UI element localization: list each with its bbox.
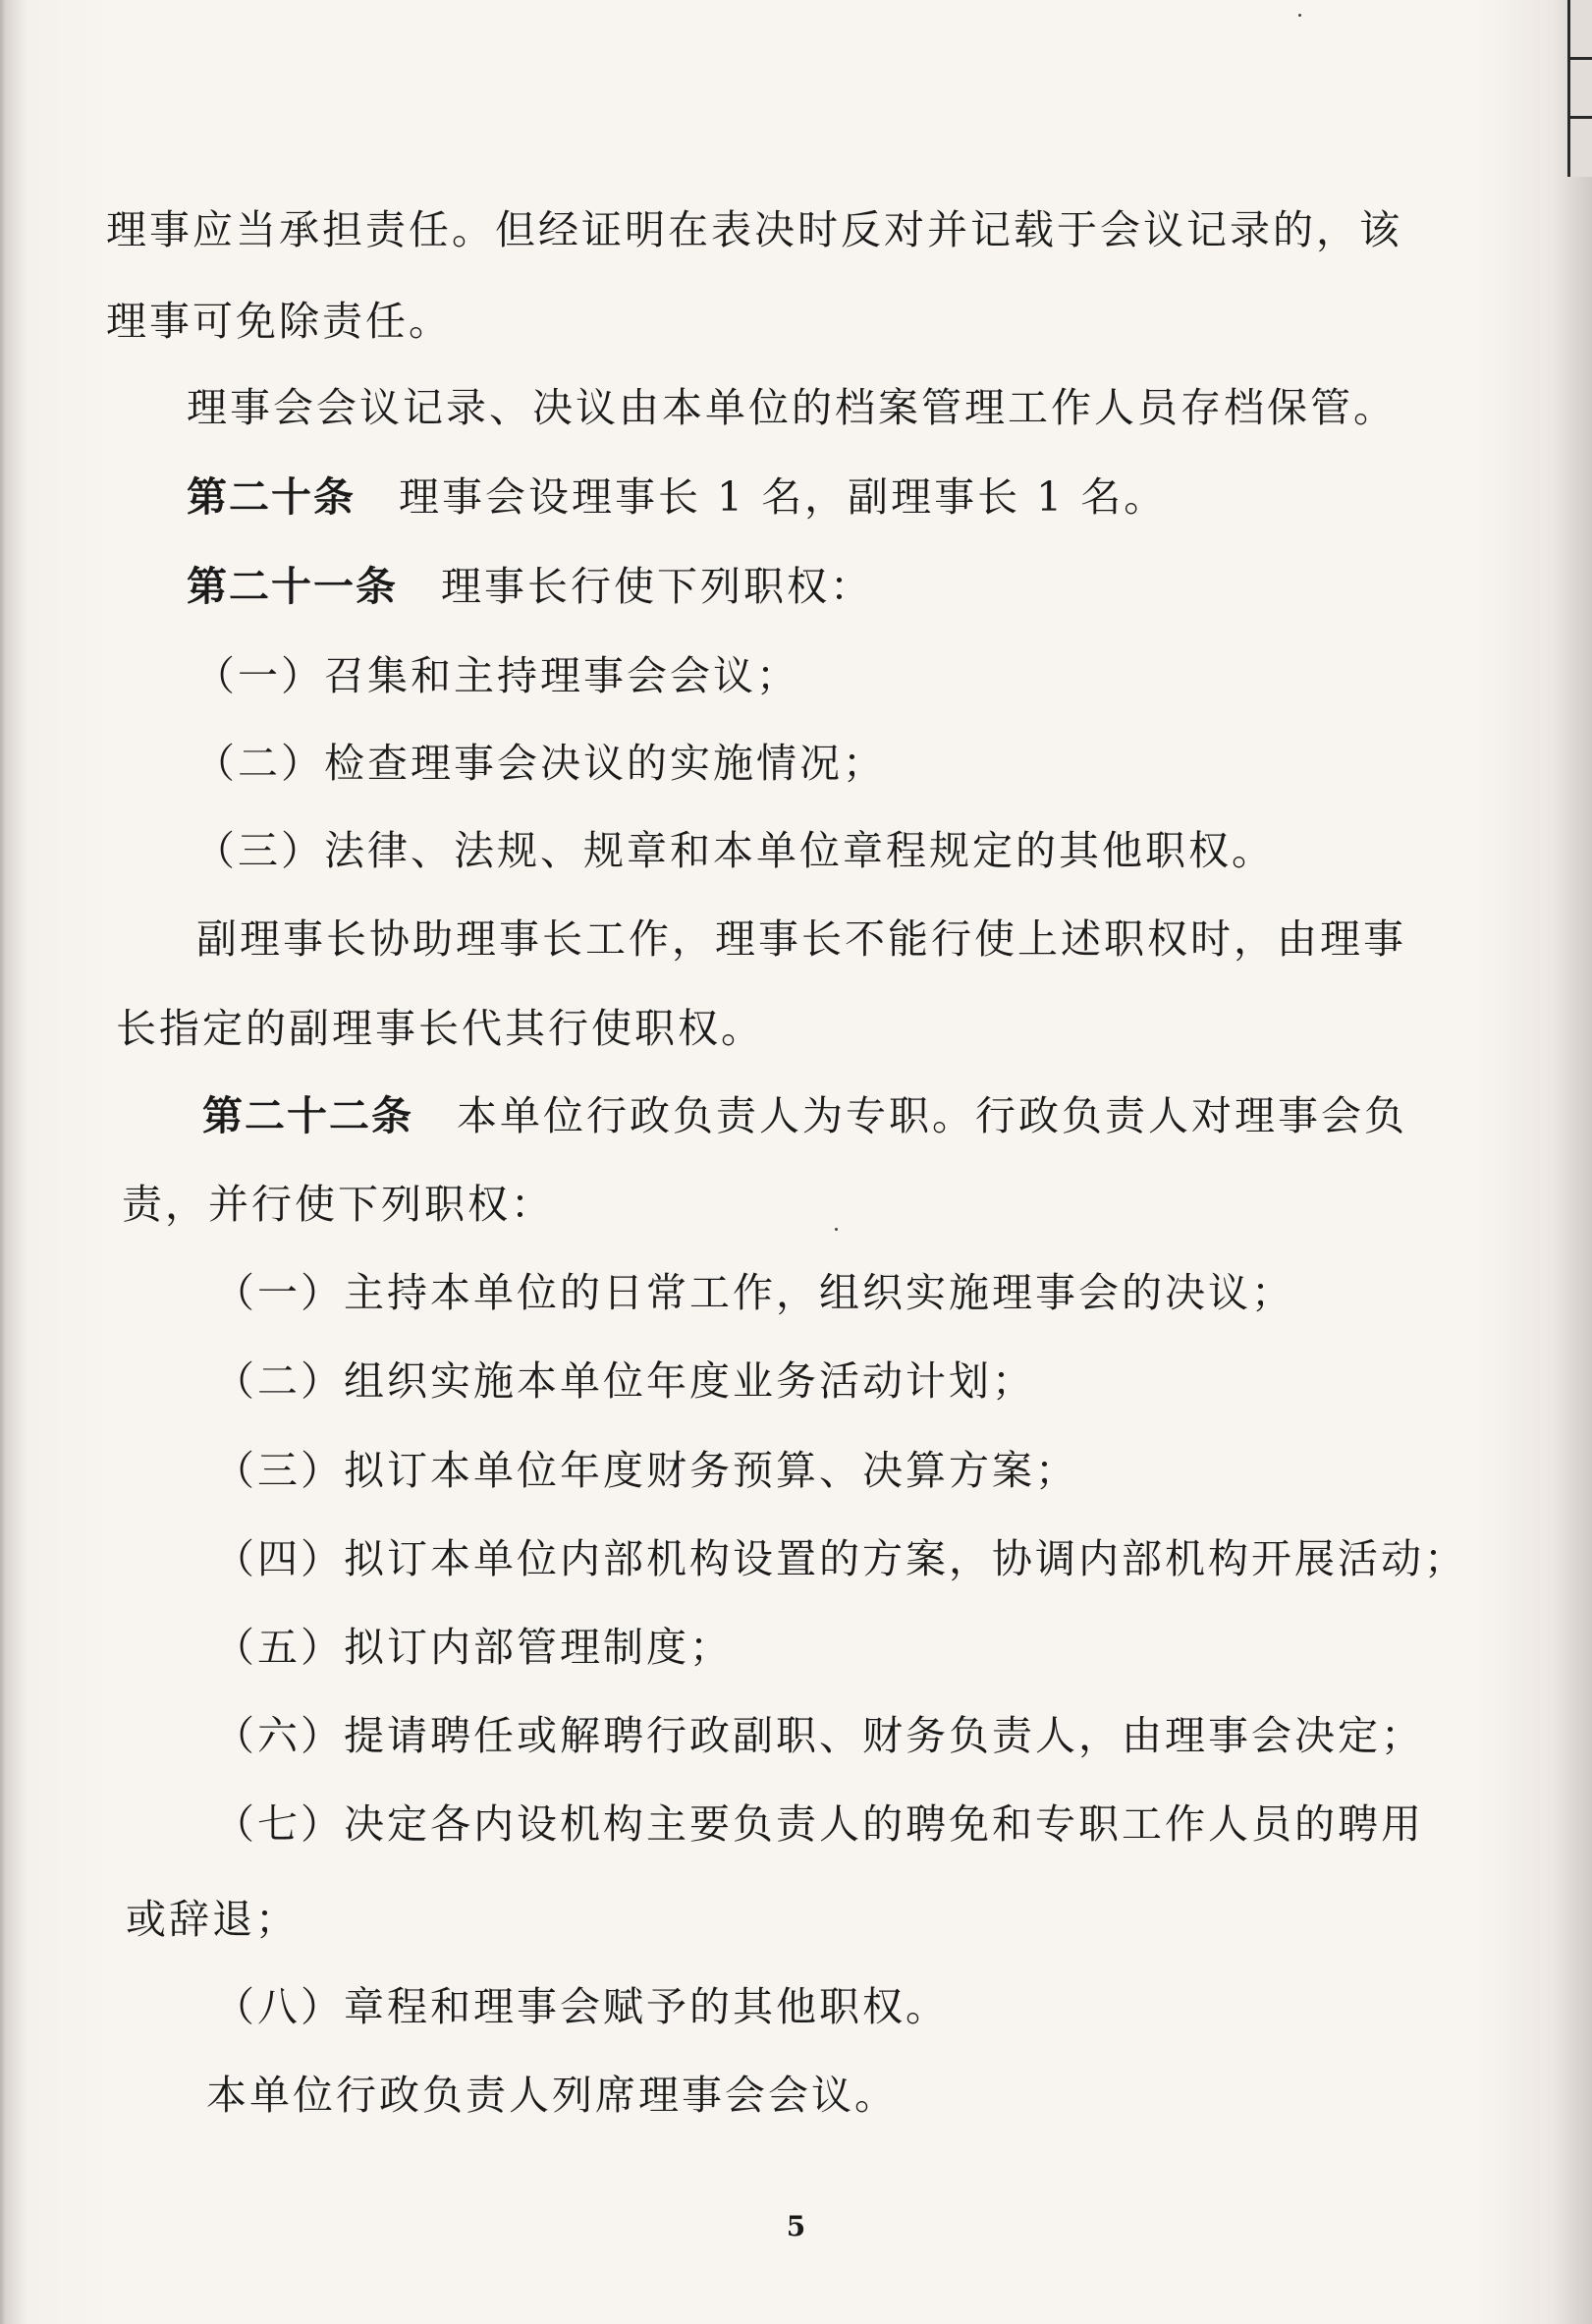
list-item: （四）拟订本单位内部机构设置的方案，协调内部机构开展活动； xyxy=(214,1535,1467,1582)
article-title: 第二十二条 xyxy=(202,1092,413,1139)
text-line: 理事会会议记录、决议由本单位的档案管理工作人员存档保管。 xyxy=(187,384,1397,431)
list-item: （一）主持本单位的日常工作，组织实施理事会的决议； xyxy=(214,1269,1294,1316)
scan-speck xyxy=(1298,14,1301,17)
list-item: （三）法律、法规、规章和本单位章程规定的其他职权。 xyxy=(194,827,1275,874)
text-line: 责，并行使下列职权： xyxy=(122,1181,554,1228)
edge-mark xyxy=(1570,116,1592,119)
article-title: 第二十一条 xyxy=(187,563,398,610)
text-line: 副理事长协助理事长工作，理事长不能行使上述职权时，由理事 xyxy=(196,915,1406,963)
list-item: （七）决定各内设机构主要负责人的聘免和专职工作人员的聘用 xyxy=(214,1800,1424,1848)
list-item: （八）章程和理事会赋予的其他职权。 xyxy=(214,1983,949,2030)
text-line: 本单位行政负责人列席理事会会议。 xyxy=(206,2072,898,2119)
text-line: 或辞退； xyxy=(126,1896,299,1943)
article-22 xyxy=(202,1092,1407,1139)
edge-mark xyxy=(1570,57,1592,60)
scan-speck xyxy=(835,1228,838,1231)
list-item: （五）拟订内部管理制度； xyxy=(214,1624,733,1671)
page-number: 5 xyxy=(786,2210,806,2242)
article-21 xyxy=(187,563,873,610)
list-item: （一）召集和主持理事会会议； xyxy=(194,652,799,699)
text-line: 理事可免除责任。 xyxy=(106,298,452,345)
article-text: 理事会设理事长 1 名，副理事长 1 名。 xyxy=(399,473,1168,521)
text-line: 长指定的副理事长代其行使职权。 xyxy=(116,1005,764,1052)
page-edge-binding xyxy=(1567,0,1592,177)
list-item: （六）提请聘任或解聘行政副职、财务负责人，由理事会决定； xyxy=(214,1712,1424,1759)
article-20 xyxy=(187,473,1168,521)
list-item: （三）拟订本单位年度财务预算、决算方案； xyxy=(214,1447,1078,1494)
article-text: 理事长行使下列职权： xyxy=(441,563,873,610)
article-title: 第二十条 xyxy=(187,473,356,521)
article-text: 本单位行政负责人为专职。行政负责人对理事会负 xyxy=(457,1092,1407,1139)
text-line: 理事应当承担责任。但经证明在表决时反对并记载于会议记录的，该 xyxy=(106,206,1402,253)
list-item: （二）检查理事会决议的实施情况； xyxy=(194,740,886,787)
list-item: （二）组织实施本单位年度业务活动计划； xyxy=(214,1357,1035,1405)
